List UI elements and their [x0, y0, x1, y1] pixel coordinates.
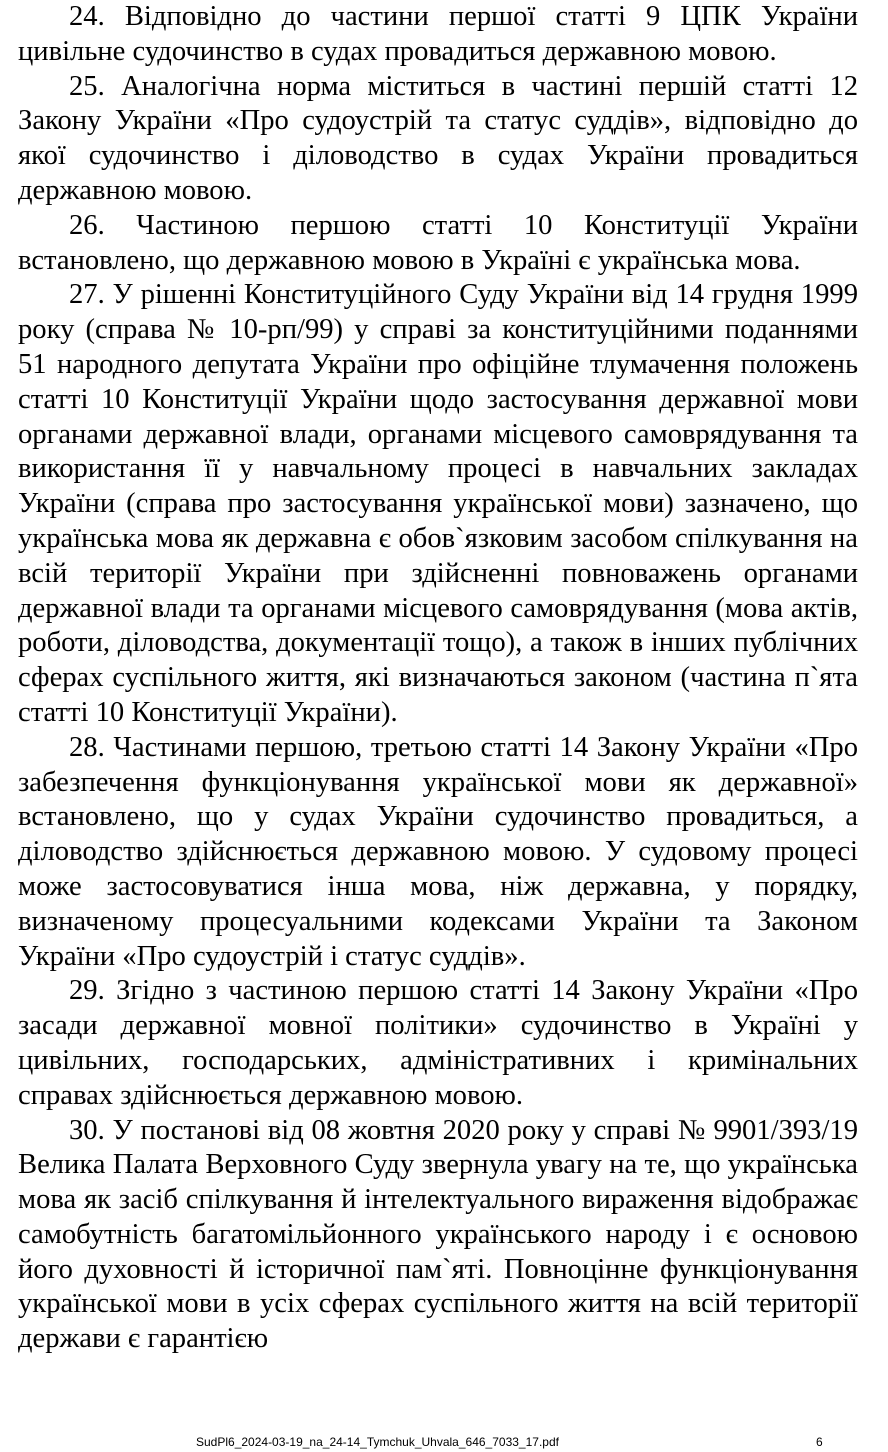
paragraph-27: 27. У рішенні Конституційного Суду України від 14 грудня 1999 року (справа № 10-рп/99) у справі за конституційними поданнями 51 народного депутата України про офіційне тлумачення положень статті 10 Конституції України щодо застосування державної мови органами державної влади, органами місцевого самоврядування та використання її у навчальному процесі в навчальних закладах України (справа про застосування української мови) зазначено, що українська мова як державна є обов`язковим засобом спілкування на всій території України при здійсненні повноважень органами державної влади та органами місцевого самоврядування (мова актів, роботи, діловодства, документації тощо), а також в інших публічних сферах суспільного життя, які визначаються законом (частина п`ята статті 10 Конституції України). — [18, 279, 858, 728]
paragraph-24: 24. Відповідно до частини першої статті 9 ЦПК України цивільне судочинство в судах провадиться державною мовою. — [18, 1, 858, 67]
paragraph-29: 29. Згідно з частиною першою статті 14 Закону України «Про засади державної мовної політики» судочинство в Україні у цивільних, господарських, адміністративних і кримінальних справах здійснюється державною мовою. — [18, 975, 858, 1111]
paragraph-30: 30. У постанові від 08 жовтня 2020 року у справі № 9901/393/19 Велика Палата Верховного Суду звернула увагу на те, що українська мова як засіб спілкування й інтелектуального вираження відображає самобутність багатомільйонного українського народу і є основою його духовності й історичної пам`яті. Повноцінне функціонування української мови в усіх сферах суспільного життя на всій території держави є гарантією — [18, 1114, 858, 1355]
footer-page-number: 6 — [816, 1435, 823, 1449]
paragraph-26: 26. Частиною першою статті 10 Конституції України встановлено, що державною мовою в Україні є українська мова. — [18, 209, 858, 276]
paragraph-28: 28. Частинами першою, третьою статті 14 Закону України «Про забезпечення функціонування української мови як державної» встановлено, що у судах України судочинство провадиться, а діловодство здійснюється державною мовою. У судовому процесі може застосовуватися інша мова, ніж державна, у порядку, визначеному процесуальними кодексами України та Законом України «Про судоустрій і статус суддів». — [18, 731, 858, 972]
document-body — [18, 0, 858, 1357]
paragraph-25: 25. Аналогічна норма міститься в частині першій статті 12 Закону України «Про судоустрій та статус суддів», відповідно до якої судочинство і діловодство в судах України провадиться державною мовою. — [18, 70, 858, 206]
page-footer — [0, 1434, 888, 1450]
footer-filename: SudPl6_2024-03-19_na_24-14_Tymchuk_Uhvala_646_7033_17.pdf — [196, 1435, 559, 1449]
